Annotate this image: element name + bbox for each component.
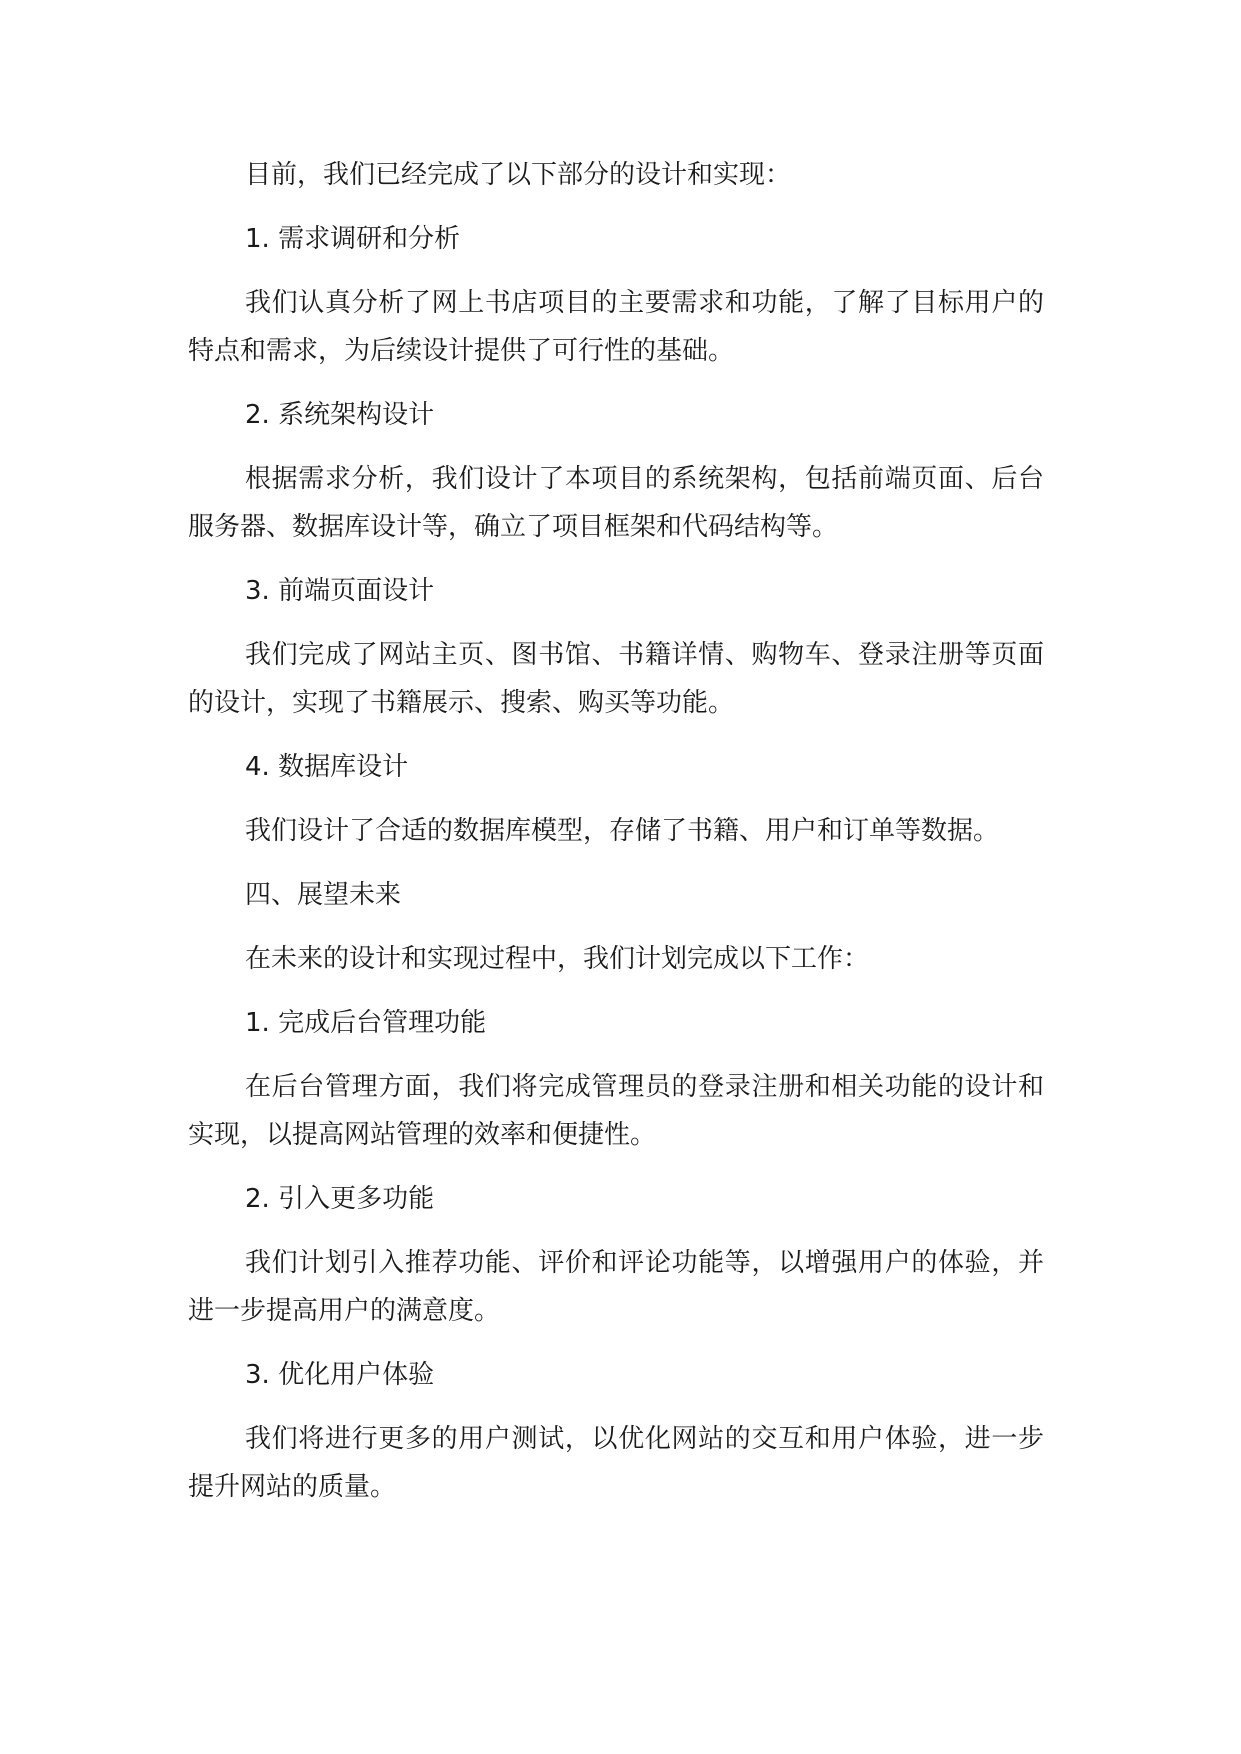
document-body [188, 151, 1044, 1511]
section-heading-admin: 1. 完成后台管理功能 [245, 1008, 487, 1038]
paragraph-architecture: 根据需求分析，我们设计了本项目的系统架构，包括前端页面、后台服务器、数据库设计等，确立了项目框架和代码结构等。 [188, 464, 1044, 542]
paragraph-database: 我们设计了合适的数据库模型，存储了书籍、用户和订单等数据。 [245, 816, 1000, 846]
section-heading-database: 4. 数据库设计 [245, 752, 409, 782]
paragraph-outlook-intro: 在未来的设计和实现过程中，我们计划完成以下工作： [245, 944, 870, 974]
section-heading-architecture: 2. 系统架构设计 [245, 400, 435, 430]
paragraph-more-features: 我们计划引入推荐功能、评价和评论功能等，以增强用户的体验，并进一步提高用户的满意度。 [188, 1248, 1044, 1326]
section-heading-more-features: 2. 引入更多功能 [245, 1184, 435, 1214]
section-heading-requirements: 1. 需求调研和分析 [245, 224, 461, 254]
paragraph-frontend: 我们完成了网站主页、图书馆、书籍详情、购物车、登录注册等页面的设计，实现了书籍展示、搜索、购买等功能。 [188, 640, 1044, 718]
section-heading-ux: 3. 优化用户体验 [245, 1360, 435, 1390]
intro-paragraph: 目前，我们已经完成了以下部分的设计和实现： [245, 160, 792, 190]
paragraph-requirements: 我们认真分析了网上书店项目的主要需求和功能，了解了目标用户的特点和需求，为后续设计提供了可行性的基础。 [188, 288, 1044, 366]
chapter-heading-outlook: 四、展望未来 [245, 880, 402, 910]
section-heading-frontend: 3. 前端页面设计 [245, 576, 435, 606]
paragraph-admin: 在后台管理方面，我们将完成管理员的登录注册和相关功能的设计和实现，以提高网站管理的效率和便捷性。 [188, 1072, 1044, 1150]
paragraph-ux: 我们将进行更多的用户测试，以优化网站的交互和用户体验，进一步提升网站的质量。 [188, 1424, 1044, 1502]
